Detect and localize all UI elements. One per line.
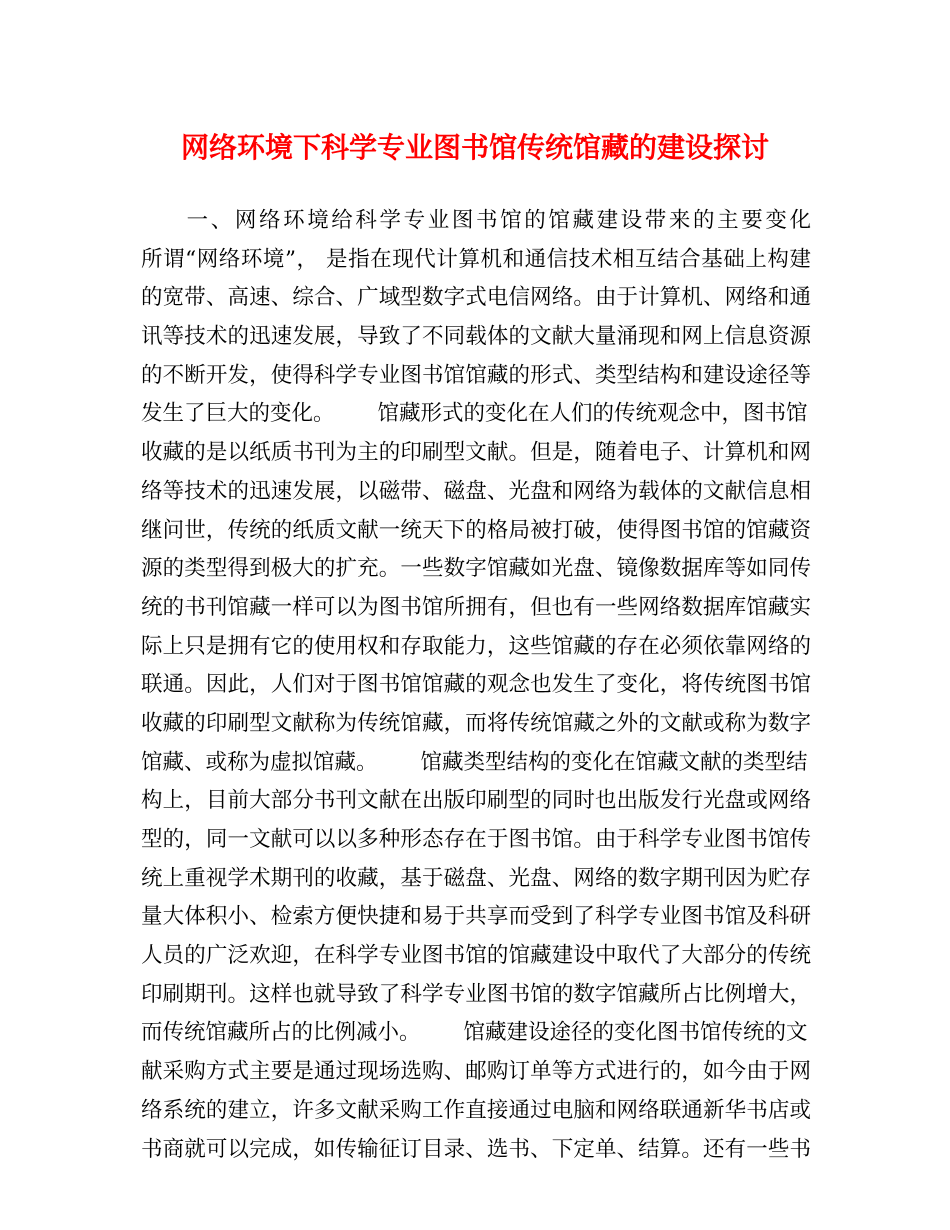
text-line: 的宽带、高速、综合、广域型数字式电信网络。由于计算机、网络和通 <box>141 285 811 311</box>
text-line: 的不断开发，使得科学专业图书馆馆藏的形式、类型结构和建设途径等 <box>141 362 811 388</box>
text-line: 收藏的是以纸质书刊为主的印刷型文献。但是，随着电子、计算机和网 <box>141 440 811 466</box>
text-line: 讯等技术的迅速发展，导致了不同载体的文献大量涌现和网上信息资源 <box>141 324 811 350</box>
document-body <box>141 202 811 1169</box>
text-line: 继问世，传统的纸质文献一统天下的格局被打破，使得图书馆的馆藏资 <box>141 517 811 543</box>
text-line: 馆藏、或称为虚拟馆藏。 馆藏类型结构的变化在馆藏文献的类型结 <box>141 749 808 775</box>
text-line: 源的类型得到极大的扩充。一些数字馆藏如光盘、镜像数据库等如同传 <box>141 556 811 582</box>
text-line: 书商就可以完成，如传输征订目录、选书、下定单、结算。还有一些书 <box>141 1136 811 1162</box>
text-line: 而传统馆藏所占的比例减小。 馆藏建设途径的变化图书馆传统的文 <box>141 1020 808 1046</box>
text-line: 络系统的建立，许多文献采购工作直接通过电脑和网络联通新华书店或 <box>141 1097 811 1123</box>
text-line: 人员的广泛欢迎，在科学专业图书馆的馆藏建设中取代了大部分的传统 <box>141 943 811 969</box>
text-line: 所谓“网络环境”， 是指在现代计算机和通信技术相互结合基础上构建 <box>141 246 811 272</box>
text-line: 际上只是拥有它的使用权和存取能力，这些馆藏的存在必须依靠网络的 <box>141 633 811 659</box>
text-line: 印刷期刊。这样也就导致了科学专业图书馆的数字馆藏所占比例增大， <box>141 981 811 1007</box>
text-line: 络等技术的迅速发展，以磁带、磁盘、光盘和网络为载体的文献信息相 <box>141 478 811 504</box>
text-line: 统上重视学术期刊的收藏，基于磁盘、光盘、网络的数字期刊因为贮存 <box>141 865 811 891</box>
text-line: 发生了巨大的变化。 馆藏形式的变化在人们的传统观念中，图书馆 <box>141 401 808 427</box>
text-line: 联通。因此，人们对于图书馆馆藏的观念也发生了变化，将传统图书馆 <box>141 672 811 698</box>
document-title: 网络环境下科学专业图书馆传统馆藏的建设探讨 <box>180 131 769 164</box>
text-line: 构上，目前大部分书刊文献在出版印刷型的同时也出版发行光盘或网络 <box>141 788 811 814</box>
text-line: 量大体积小、检索方便快捷和易于共享而受到了科学专业图书馆及科研 <box>141 904 811 930</box>
text-line: 收藏的印刷型文献称为传统馆藏，而将传统馆藏之外的文献或称为数字 <box>141 710 811 736</box>
text-line: 统的书刊馆藏一样可以为图书馆所拥有，但也有一些网络数据库馆藏实 <box>141 594 811 620</box>
text-line: 一、网络环境给科学专业图书馆的馆藏建设带来的主要变化 <box>184 208 811 233</box>
text-line: 型的，同一文献可以以多种形态存在于图书馆。由于科学专业图书馆传 <box>141 827 811 852</box>
text-line: 献采购方式主要是通过现场选购、邮购订单等方式进行的，如今由于网 <box>141 1059 811 1085</box>
